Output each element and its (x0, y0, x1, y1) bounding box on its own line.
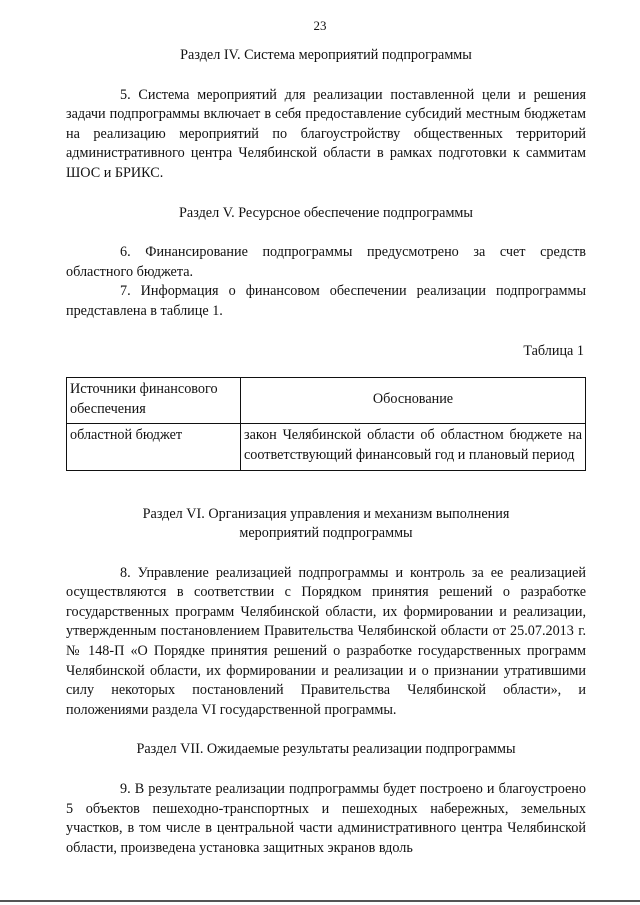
financing-table (66, 377, 586, 470)
table-cell-source: областной бюджет (67, 424, 241, 470)
paragraph-5: 5. Система мероприятий для реализации поставленной цели и решения задачи подпрограммы включает в себя предоставление субсидий местным бюджетам на реализацию мероприятий по благоустройству общественных территорий административного центра Челябинской области в рамках подготовки к саммитам ШОС и БРИКС. (66, 86, 586, 181)
page-number: 23 (313, 18, 327, 33)
section-5-heading: Раздел V. Ресурсное обеспечение подпрограммы (179, 204, 473, 221)
table-row (67, 424, 586, 470)
section-7-heading: Раздел VII. Ожидаемые результаты реализации подпрограммы (136, 741, 516, 758)
section-6-heading-line-2: мероприятий подпрограммы (239, 525, 413, 542)
paragraph-8: 8. Управление реализацией подпрограммы и контроль за ее реализацией осуществляются в соответствии с Порядком принятия решений о разработке государственных программ Челябинской области, их формировании и реализации, утвержденным постановлением Правительства Челябинской области от 25.07.2013 г. № 148-П «О Порядке принятия решений о разработке государственных программ Челябинской области, их формировании и реализации и о признании утратившими силу некоторых постановлений Правительства Челябинской области», и положениями раздела VI государственной программы. (66, 564, 586, 718)
table-header-cell-sources: Источники финансового обеспечения (67, 378, 241, 424)
paragraph-9: 9. В результате реализации подпрограммы будет построено и благоустроено 5 объектов пешеходно-транспортных и пешеходных набережных, земельных участков, в том числе в центральной части административного центра Челябинской области, произведена установка защитных экранов вдоль (66, 781, 586, 856)
paragraph-6: 6. Финансирование подпрограммы предусмотрено за счет средств областного бюджета. (66, 244, 586, 280)
table-cell-justification: закон Челябинской области об областном бюджете на соответствующий финансовый год и плановый период (241, 424, 586, 470)
table-header-row (67, 378, 586, 424)
table-header-cell-justification: Обоснование (241, 378, 586, 424)
section-4-heading: Раздел IV. Система мероприятий подпрограммы (180, 47, 472, 63)
paragraph-7: 7. Информация о финансовом обеспечении реализации подпрограммы представлена в таблице 1. (66, 283, 586, 319)
bottom-edge-line (0, 900, 640, 902)
table-caption: Таблица 1 (523, 342, 584, 359)
document-body (66, 46, 586, 858)
section-6-heading-line-1: Раздел VI. Организация управления и механизм выполнения (142, 505, 510, 522)
